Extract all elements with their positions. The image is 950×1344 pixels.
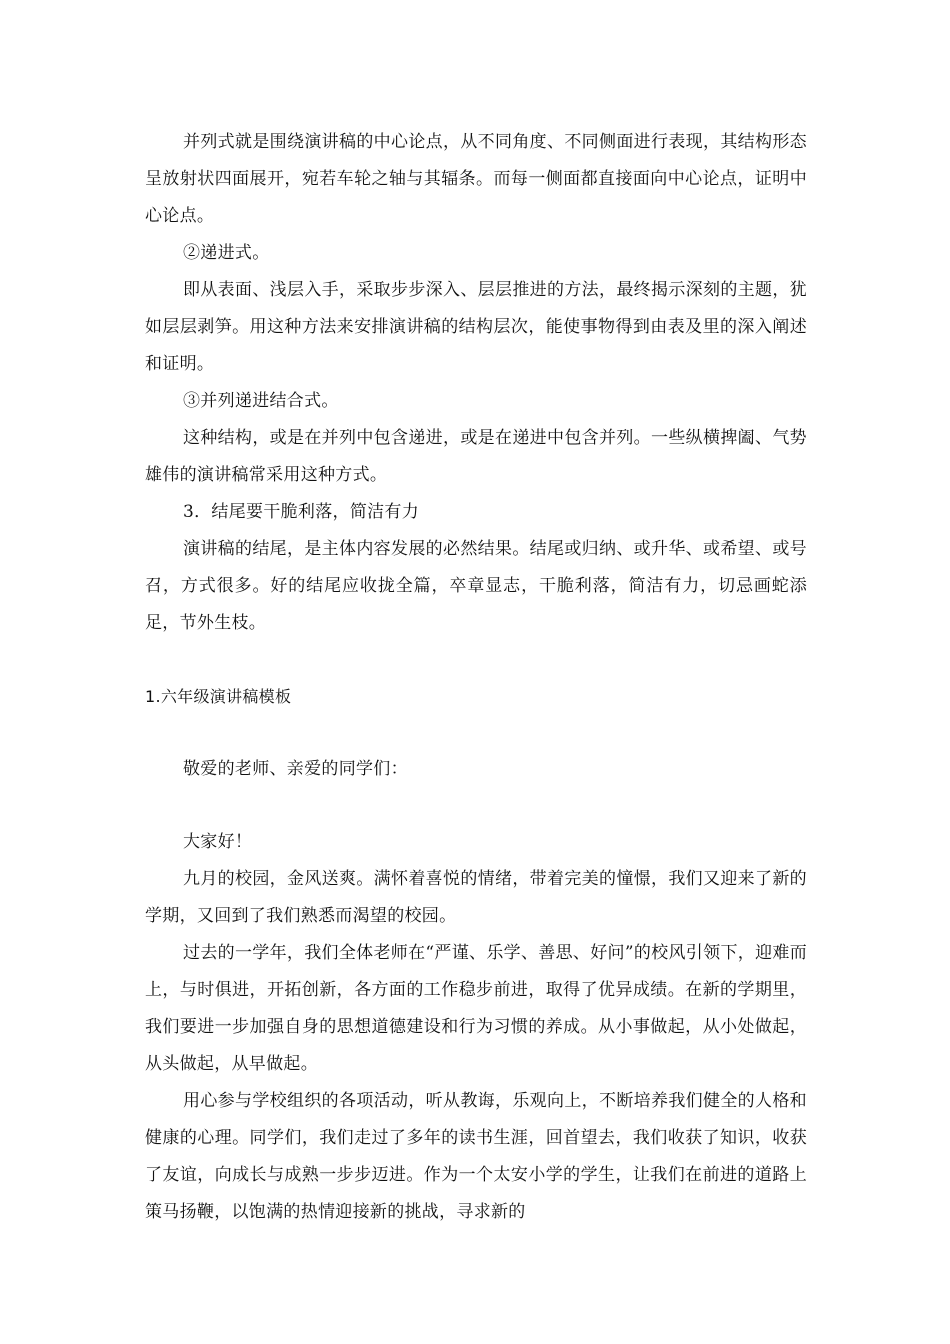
section-heading: 1.六年级演讲稿模板	[145, 687, 292, 706]
paragraph-ending-description: 演讲稿的结尾，是主体内容发展的必然结果。结尾或归纳、或升华、或希望、或号召，方式很多。好的结尾应收拢全篇，卒章显志，干脆利落，简洁有力，切忌画蛇添足，节外生枝。	[145, 539, 807, 633]
speech-paragraph-3: 用心参与学校组织的各项活动，听从教诲，乐观向上，不断培养我们健全的人格和健康的心理。同学们，我们走过了多年的读书生涯，回首望去，我们收获了知识，收获了友谊，向成长与成熟一步步迈进。作为一个太安小学的学生，让我们在前进的道路上策马扬鞭，以饱满的热情迎接新的挑战，寻求新的	[145, 1091, 807, 1222]
speech-paragraph-2: 过去的一学年，我们全体老师在“严谨、乐学、善思、好问”的校风引领下，迎难而上，与时俱进，开拓创新，各方面的工作稳步前进，取得了优异成绩。在新的学期里，我们要进一步加强自身的思想道德建设和行为习惯的养成。从小事做起，从小处做起，从头做起，从早做起。	[145, 943, 807, 1074]
paragraph-progressive-structure: 即从表面、浅层入手，采取步步深入、层层推进的方法，最终揭示深刻的主题，犹如层层剥笋。用这种方法来安排演讲稿的结构层次，能使事物得到由表及里的深入阐述和证明。	[145, 280, 807, 374]
spacer	[145, 788, 807, 824]
paragraph-combined-structure: 这种结构，或是在并列中包含递进，或是在递进中包含并列。一些纵横捭阖、气势雄伟的演讲稿常采用这种方式。	[145, 428, 807, 485]
paragraph-parallel-structure: 并列式就是围绕演讲稿的中心论点，从不同角度、不同侧面进行表现，其结构形态呈放射状四面展开，宛若车轮之轴与其辐条。而每一侧面都直接面向中心论点，证明中心论点。	[145, 132, 807, 226]
greeting: 大家好！	[183, 832, 253, 852]
spacer	[145, 642, 807, 678]
salutation: 敬爱的老师、亲爱的同学们：	[183, 759, 408, 779]
document-body	[145, 124, 807, 1231]
spacer	[145, 715, 807, 751]
paragraph-ending-title: 3．结尾要干脆利落，简洁有力	[183, 502, 420, 522]
paragraph-combined-title: ③并列递进结合式。	[183, 391, 339, 411]
paragraph-progressive-title: ②递进式。	[183, 243, 270, 263]
speech-paragraph-1: 九月的校园，金风送爽。满怀着喜悦的情绪，带着完美的憧憬，我们又迎来了新的学期，又回到了我们熟悉而渴望的校园。	[145, 869, 807, 926]
